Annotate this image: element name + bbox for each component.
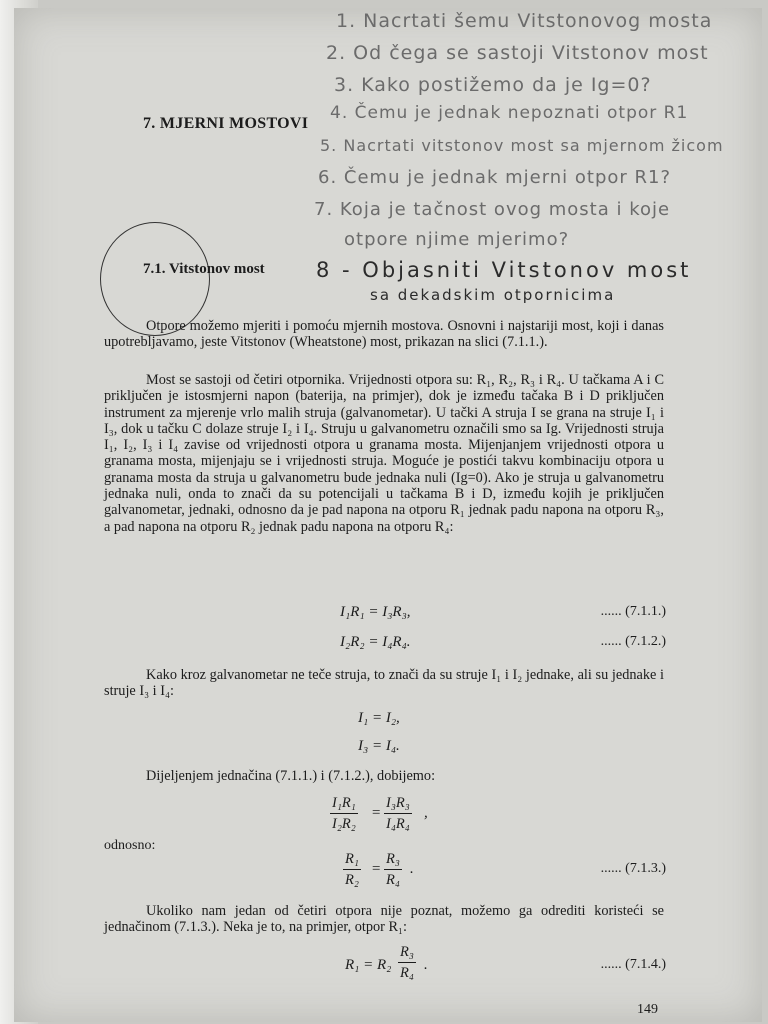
handwritten-question-7: 7. Koja je tačnost ovog mosta i koje [314, 199, 671, 220]
fraction-left-a-denominator: I₂R₂ [332, 816, 356, 832]
handwritten-question-6: 6. Čemu je jednak mjerni otpor R1? [318, 167, 672, 188]
fraction-right-a-numerator: I₃R₃ [384, 795, 412, 814]
fraction-left-b-numerator: R₁ [343, 851, 361, 870]
fraction-c-numerator: R₃ [398, 944, 416, 963]
fraction-left-b [343, 851, 361, 889]
paragraph-galvanometer-text: Kako kroz galvanometar ne teče struja, to znači da su struje I₁ i I₂ jednake, ali su jednake i struje I₃ i I₄: [104, 667, 664, 700]
handwritten-question-1: 1. Nacrtati šemu Vitstonovog mosta [336, 10, 713, 32]
fraction-right-a [384, 795, 412, 833]
handwritten-question-2: 2. Od čega se sastoji Vitstonov most [326, 42, 709, 64]
handwritten-question-4: 4. Čemu je jednak nepoznati otpor R1 [330, 103, 689, 123]
paragraph-intro-text: Otpore možemo mjeriti i pomoću mjernih mostova. Osnovni i najstariji most, koji i danas upotrebljavamo, jeste Vitstonov (Wheatstone) most, prikazan na slici (7.1.1.). [104, 318, 664, 351]
fraction-right-b-numerator: R₃ [384, 851, 402, 870]
equals-sign-b: = [371, 861, 382, 877]
period-b: . [410, 861, 414, 877]
page-number: 149 [637, 1002, 658, 1017]
equals-sign-a: = [371, 805, 382, 821]
equation-7-1-2: I₂R₂ = I₄R₄. [340, 634, 411, 650]
paragraph-unknown-resistor [104, 903, 664, 936]
odnosno-label: odnosno: [104, 838, 156, 853]
fraction-right-b-denominator: R₄ [386, 872, 400, 888]
paragraph-division-text: Dijeljenjem jednačina (7.1.1.) i (7.1.2.), dobijemo: [146, 768, 436, 784]
equation-number-7-1-2: ...... (7.1.2.) [600, 634, 666, 649]
paragraph-unknown-resistor-text: Ukoliko nam jedan od četiri otpora nije poznat, možemo ga odrediti koristeći se jednačinom (7.1.3.). Neka je to, na primjer, otpor R₁: [104, 903, 664, 936]
fraction-left-a [330, 795, 358, 833]
section-title: 7.1. Vitstonov most [143, 261, 265, 277]
equation-7-1-4-prefix: R₁ = R₂ [345, 957, 392, 973]
equation-currents-2: I₃ = I₄. [358, 738, 400, 754]
handwritten-question-8-cont: sa dekadskim otpornicima [370, 286, 616, 304]
fraction-left-b-denominator: R₂ [345, 872, 359, 888]
paragraph-description [104, 372, 664, 535]
period-c: . [424, 957, 428, 973]
handwritten-question-5: 5. Nacrtati vitstonov most sa mjernom žicom [320, 136, 724, 155]
equation-number-7-1-1: ...... (7.1.1.) [600, 604, 666, 619]
paragraph-intro [104, 318, 664, 351]
fraction-right-b [384, 851, 402, 889]
handwritten-question-3: 3. Kako postižemo da je Ig=0? [334, 74, 652, 96]
fraction-left-a-numerator: I₁R₁ [330, 795, 358, 814]
equation-number-7-1-3: ...... (7.1.3.) [600, 861, 666, 876]
paragraph-division [104, 768, 664, 784]
equation-currents-1: I₁ = I₂, [358, 710, 400, 726]
handwritten-question-7-cont: otpore njime mjerimo? [344, 229, 570, 250]
chapter-title: 7. MJERNI MOSTOVI [143, 115, 309, 132]
fraction-right-a-denominator: I₄R₄ [386, 816, 410, 832]
comma-a: , [424, 805, 428, 821]
paragraph-description-text: Most se sastoji od četiri otpornika. Vrijednosti otpora su: R₁, R₂, R₃ i R₄. U tačkama A i C priključen je istosmjerni napon (baterija, na primjer), dok je između tačaka B i D priključen instrument za mjerenje vrlo malih struja (galvanometar). U tački A struja I se grana na struje I₁ i I₃, dok u tačku C dolaze struje I₂ i I₄. Struju u galvanometru označili smo sa Ig. Vrijednosti struja I₁, I₂, I₃ i I₄ zavise od vrijednosti otpora u granama mosta. Mijenjanjem vrijednosti otpora u granama mosta, mijenjaju se i vrijednosti struja. Moguće je postići takvu kombinaciju otpora u granama mosta da struja u galvanometru bude jednaka nuli (Ig=0). Ako je struja u galvanometru jednaka nuli, onda to znači da su potencijali u tačkama B i D, između kojih je priključen galvanometar, jednaki, odnosno da je pad napona na otporu R₁ jednak padu napona na otporu R₃, a pad napona na otporu R₂ jednak padu napona na otporu R₄: [104, 372, 664, 535]
handwritten-question-8: 8 - Objasniti Vitstonov most [316, 258, 692, 282]
fraction-c [398, 944, 416, 982]
equation-number-7-1-4: ...... (7.1.4.) [600, 957, 666, 972]
paragraph-galvanometer [104, 667, 664, 700]
fraction-c-denominator: R₄ [400, 965, 414, 981]
equation-7-1-1: I₁R₁ = I₃R₃, [340, 604, 411, 620]
